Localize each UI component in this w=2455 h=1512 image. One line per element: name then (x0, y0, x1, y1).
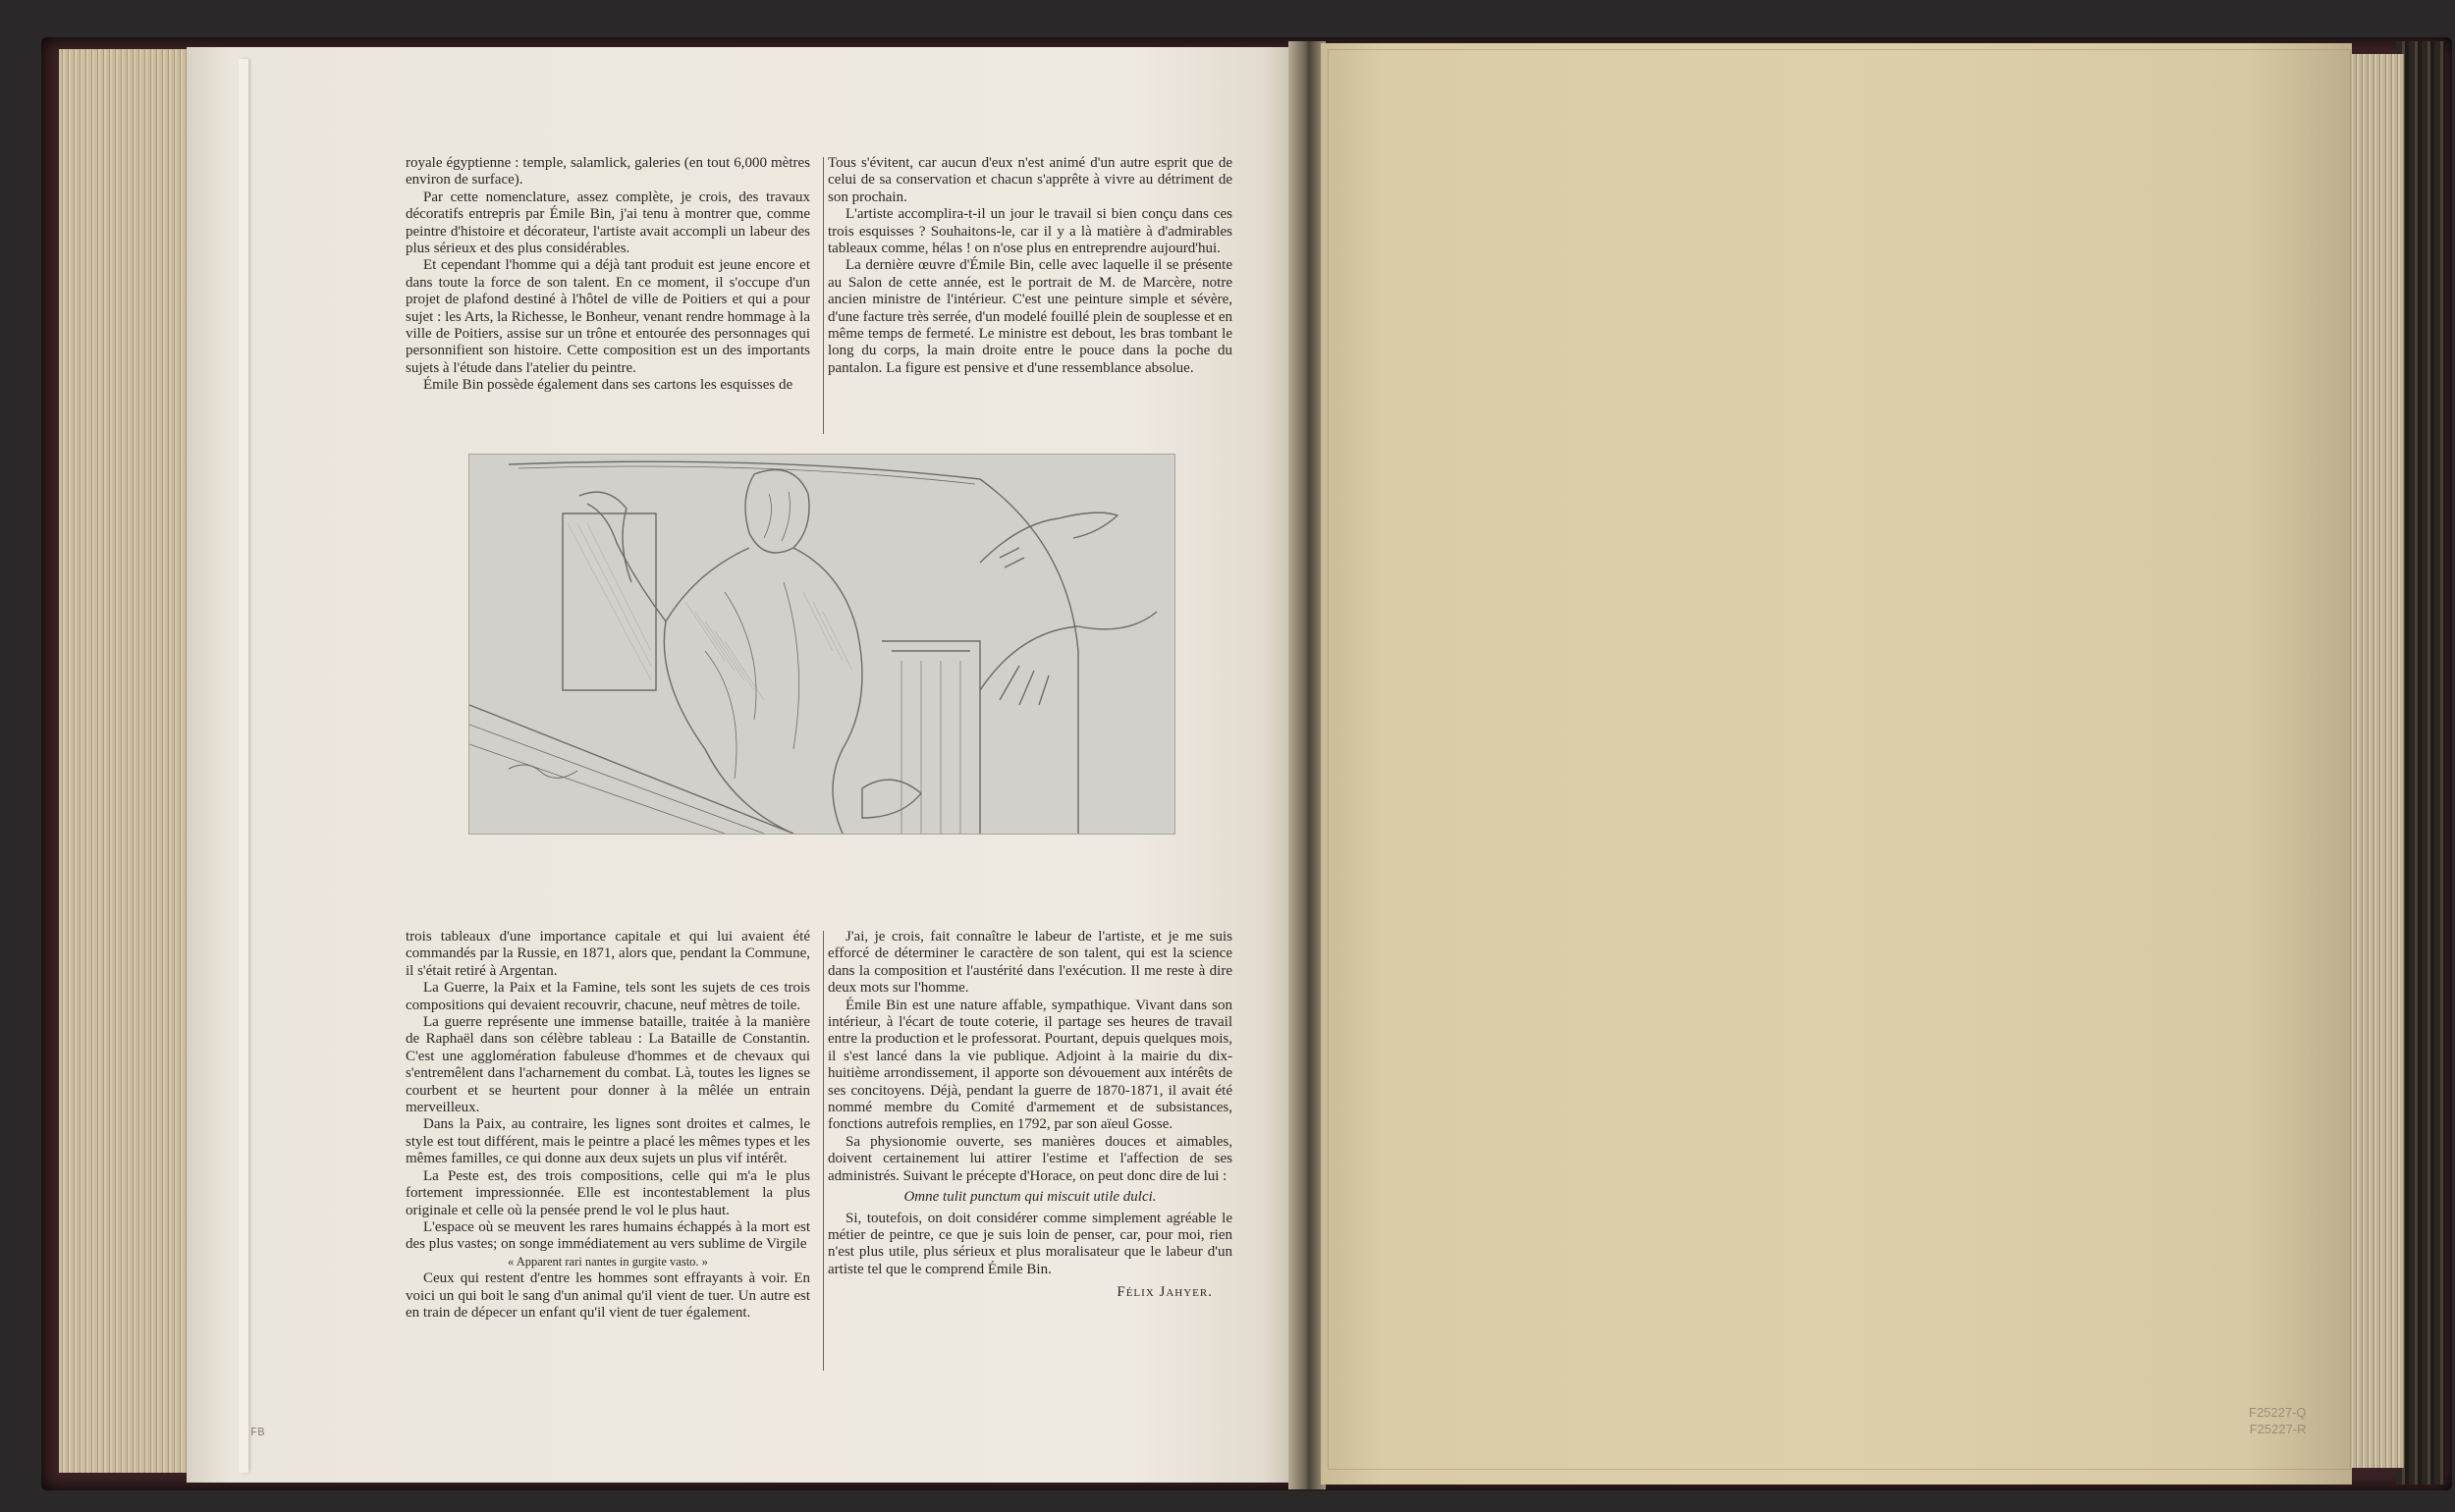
left-column-bottom-paragraph: La guerre représente une immense bataille, traitée à la manière de Raphaël dans son célèbre tableau : La Bataille de Constantin. C'est une agglomération fabuleuse d'hommes et de chevaux qui s'entremêlent dans l'acharnement du combat. Là, toutes les lignes se courbent et se heurtent pour donner à la mêlée un entrain merveilleux. (406, 1014, 810, 1116)
right-column-bottom-paragraph: Émile Bin est une nature affable, sympathique. Vivant dans son intérieur, à l'écart de toute coterie, il partage ses heures de travail entre la production et le professorat. Pourtant, depuis quelques mois, il s'est lancé dans la vie publique. Adjoint à la mairie du dix-huitième arrondissement, il apporte son dévouement aux intérêts de ses concitoyens. Déjà, pendant la guerre de 1870-1871, il avait été nommé membre du Comité d'armement et de subsistances, fonctions autrefois remplies, en 1792, par son aïeul Gosse. (828, 997, 1232, 1133)
inventory-stamp (2249, 1404, 2307, 1437)
left-column-end-paragraph: Ceux qui restent d'entre les hommes sont effrayants à voir. En voici un qui boit le sang d'un animal qu'il vient de tuer. Un autre est en train de dépecer un enfant qu'il vient de tuer également. (406, 1270, 810, 1321)
sketch-drawing (469, 455, 1174, 834)
left-column-top (406, 155, 810, 395)
stamp-line-1: F25227-Q (2249, 1405, 2307, 1420)
left-column-bottom-paragraph: La Peste est, des trois compositions, celle qui m'a le plus fortement impressionnée. Elle est incontestablement la plus originale et celle où la pensée prend le vol le plus haut. (406, 1167, 810, 1218)
right-column-bottom (828, 929, 1232, 1302)
right-column-top-paragraph: L'artiste accomplira-t-il un jour le travail si bien conçu dans ces trois esquisses ? Souhaitons-le, car il y a là matière à d'admirables tableaux comme, hélas ! on n'ose plus en entreprendre aujourd'hui. (828, 206, 1232, 257)
left-column-top-paragraph: Par cette nomenclature, assez complète, je crois, des travaux décoratifs entrepris par Émile Bin, j'ai tenu à montrer que, comme peintre d'histoire et décorateur, l'artiste avait accompli un labeur des plus sérieux et des plus considérables. (406, 189, 810, 257)
author-signature: Félix Jahyer. (1117, 1284, 1213, 1301)
horace-quote: Omne tulit punctum qui miscuit utile dulci. (903, 1189, 1157, 1206)
right-column-top-paragraph: La dernière œuvre d'Émile Bin, celle avec laquelle il se présente au Salon de cette année, est le portrait de M. de Marcère, notre ancien ministre de l'intérieur. C'est une peinture simple et sévère, d'une facture très serrée, d'un modelé fouillé plein de souplesse et en même temps de fermeté. Le ministre est debout, les bras tombant le long du corps, la main droite entre le pouce dans la poche du pantalon. La figure est pensive et d'une ressemblance absolue. (828, 257, 1232, 376)
virgil-quote: « Apparent rari nantes in gurgite vasto. » (508, 1254, 708, 1269)
left-column-bottom-paragraph: Dans la Paix, au contraire, les lignes sont droites et calmes, le style est tout différent, mais le peintre a placé les mêmes types et les mêmes familles, ce qui donne aux deux sujets un plus vif intérêt. (406, 1116, 810, 1167)
page-corner-note: FB (250, 1426, 265, 1439)
page-edges-right (2347, 54, 2404, 1468)
right-column-bottom-paragraph: Sa physionomie ouverte, ses manières douces et aimables, doivent certainement lui attirer l'estime et l'affection de ses administrés. Suivant le précepte d'Horace, on peut donc dire de lui : (828, 1133, 1232, 1184)
right-column-top-paragraph: Tous s'évitent, car aucun d'eux n'est animé d'un autre esprit que de celui de sa conservation et chacun s'apprête à vivre au détriment de son prochain. (828, 155, 1232, 205)
stamp-line-2: F25227-R (2249, 1422, 2307, 1436)
page-edges-left (59, 49, 187, 1473)
right-column-bottom-paragraph: J'ai, je crois, fait connaître le labeur de l'artiste, et je me suis efforcé de déterminer le caractère de son talent, qui est la science dans la composition et l'austérité dans l'exécution. Il me reste à dire deux mots sur l'homme. (828, 929, 1232, 997)
left-column-bottom (406, 929, 810, 1322)
right-column-end-paragraph: Si, toutefois, on doit considérer comme simplement agréable le métier de peintre, ce que je suis loin de penser, car, pour moi, rien n'est plus utile, plus sérieux et plus moralisateur que le labeur d'un artiste tel que le comprend Émile Bin. (828, 1210, 1232, 1277)
left-column-bottom-paragraph: L'espace où se meuvent les rares humains échappés à la mort est des plus vastes; on songe immédiatement au vers sublime de Virgile (406, 1218, 810, 1253)
right-page-plate-border (1328, 49, 2351, 1470)
left-column-top-paragraph: royale égyptienne : temple, salamlick, galeries (en tout 6,000 mètres environ de surface). (406, 155, 810, 189)
left-column-top-paragraph: Émile Bin possède également dans ses cartons les esquisses de (423, 377, 793, 394)
illustration-sketch (468, 454, 1175, 835)
column-rule-top (823, 157, 824, 434)
left-column-bottom-paragraph: trois tableaux d'une importance capitale et qui lui avaient été commandés par la Russie, en 1871, alors que, pendant la Commune, il s'était retiré à Argentan. (406, 929, 810, 979)
column-rule-bottom (823, 931, 824, 1371)
left-column-bottom-paragraph: La Guerre, la Paix et la Famine, tels sont les sujets de ces trois compositions qui devaient recouvrir, chacune, neuf mètres de toile. (406, 980, 810, 1013)
inserted-strip (239, 59, 248, 1473)
left-column-top-paragraph: Et cependant l'homme qui a déjà tant produit est jeune encore et dans toute la force de son talent. En ce moment, il s'occupe d'un projet de plafond destiné à l'hôtel de ville de Poitiers et qui a pour sujet : les Arts, la Richesse, le Bonheur, venant rendre hommage à la ville de Poitiers, assise sur un trône et entourée des personnages qui personnifient son histoire. Cette composition est un des importants sujets à l'étude dans l'atelier du peintre. (406, 257, 810, 376)
right-column-top (828, 155, 1232, 377)
